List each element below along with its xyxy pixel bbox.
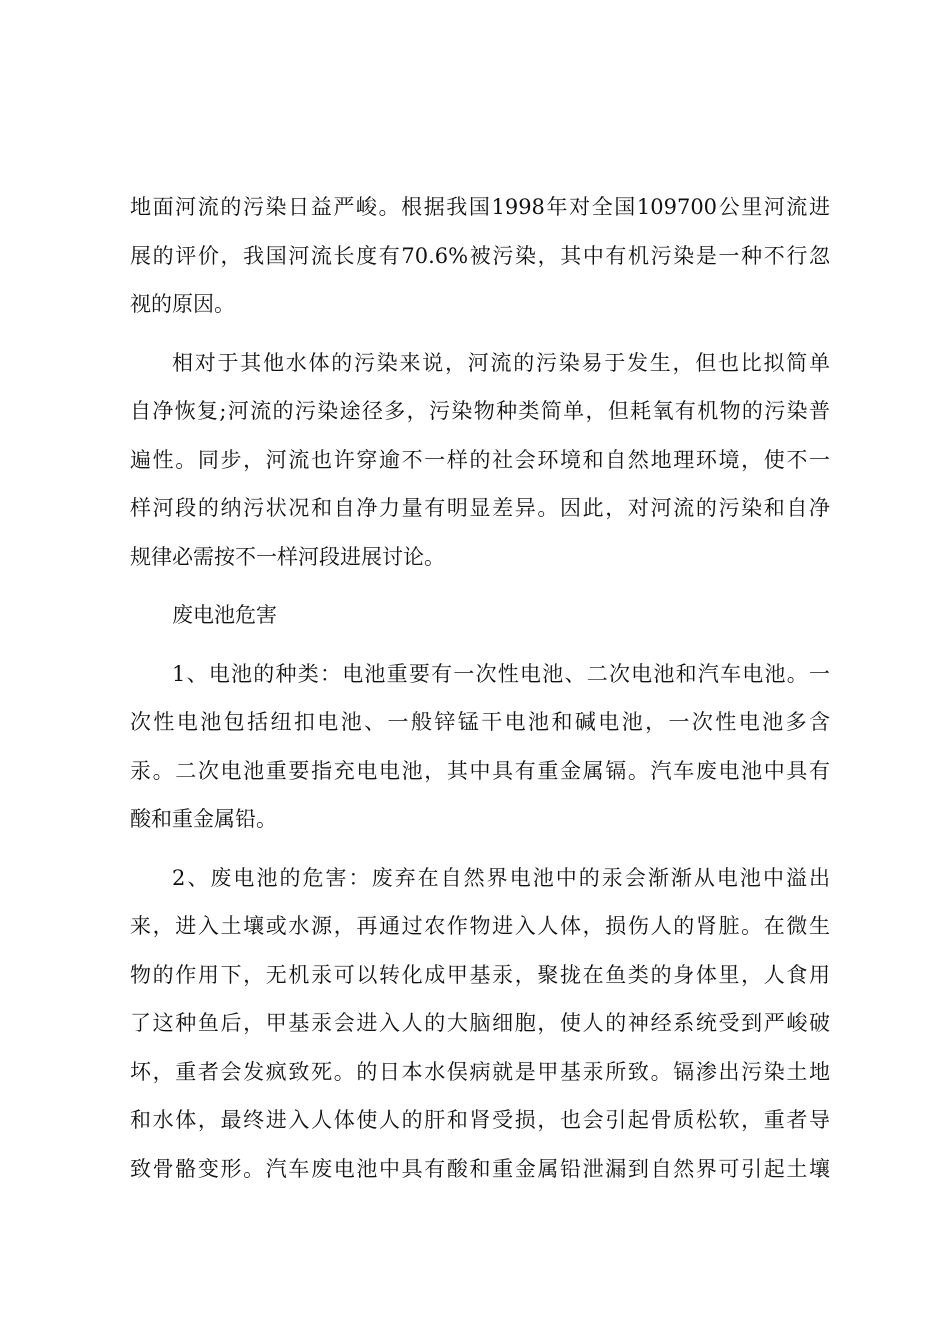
paragraph-gap — [130, 640, 830, 650]
text-line: 规律必需按不一样河段进展讨论。 — [130, 544, 445, 569]
paragraph-battery-types — [130, 650, 830, 844]
text-line: 2、废电池的危害：废弃在自然界电池中的汞会渐渐从电池中溢出 — [172, 865, 830, 890]
text-line: 和水体，最终进入人体使人的肝和肾受损，也会引起骨质松软，重者导 — [130, 1108, 830, 1132]
paragraph-gap — [130, 329, 830, 339]
paragraph-river-self-purification — [130, 339, 830, 582]
text-line: 地面河流的污染日益严峻。根据我国1998年对全国109700公里河流进 — [130, 195, 830, 219]
text-line: 坏，重者会发疯致死。的日本水俣病就是甲基汞所致。镉渗出污染土地 — [130, 1059, 830, 1084]
text-line: 视的原因。 — [130, 292, 235, 316]
text-line: 相对于其他水体的污染来说，河流的污染易于发生，但也比拟简单 — [172, 350, 830, 375]
text-line: 1、电池的种类：电池重要有一次性电池、二次电池和汽车电池。一 — [172, 661, 830, 686]
text-line: 次性电池包括纽扣电池、一般锌锰干电池和碱电池，一次性电池多含 — [130, 710, 830, 734]
text-line: 酸和重金属铅。 — [130, 807, 277, 831]
text-line: 物的作用下，无机汞可以转化成甲基汞，聚拢在鱼类的身体里，人食用 — [130, 962, 830, 987]
text-line: 自净恢复;河流的污染途径多，污染物种类简单，但耗氧有机物的污染普 — [130, 399, 830, 423]
paragraph-river-pollution-intro — [130, 183, 830, 329]
text-line: 了这种鱼后，甲基汞会进入人的大脑细胞，使人的神经系统受到严峻破 — [130, 1011, 830, 1035]
text-line: 遍性。同步，河流也许穿逾不一样的社会环境和自然地理环境，使不一 — [130, 447, 830, 472]
section-heading-text: 废电池危害 — [172, 603, 277, 627]
paragraph-gap — [130, 581, 830, 591]
text-line: 来，进入土壤或水源，再通过农作物进入人体，损伤人的肾脏。在微生 — [130, 914, 830, 938]
document-page — [130, 183, 830, 1193]
text-line: 样河段的纳污状况和自净力量有明显差异。因此，对河流的污染和自净 — [130, 496, 830, 520]
text-line: 致骨骼变形。汽车废电池中具有酸和重金属铅泄漏到自然界可引起土壤 — [130, 1156, 830, 1181]
text-line: 展的评价，我国河流长度有70.6%被污染，其中有机污染是一种不行忽 — [130, 243, 830, 268]
paragraph-gap — [130, 844, 830, 854]
text-line: 汞。二次电池重要指充电电池，其中具有重金属镉。汽车废电池中具有 — [130, 758, 830, 783]
section-heading — [130, 591, 830, 640]
paragraph-battery-hazards — [130, 854, 830, 1194]
